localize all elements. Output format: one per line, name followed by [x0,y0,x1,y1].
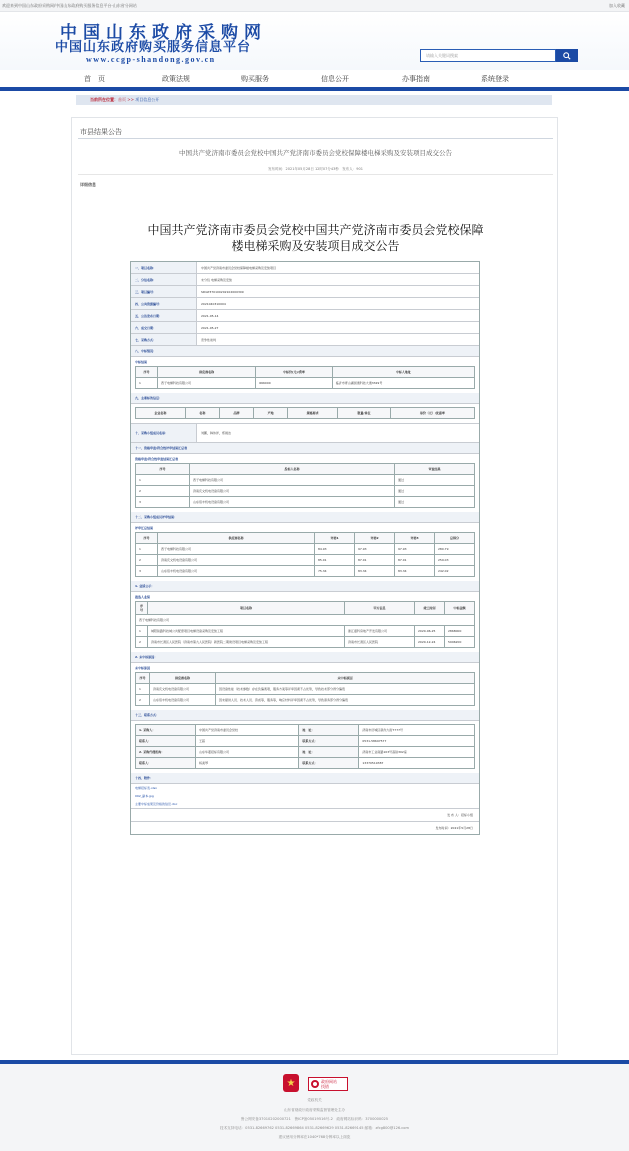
gov-label-2: 找错 [321,1084,329,1089]
search-icon [563,52,571,60]
table-header-row [136,367,475,378]
document-title-line-1: 中国共产党济南市委员会党校中国共产党济南市委员会党校保障 [147,223,484,237]
subheading-performance: 推选人业绩 [135,595,151,599]
table-cell: 87.01 [395,555,435,566]
field-row [131,310,479,322]
field-value: 中国共产党济南市委员会党校保障楼电梯采购及安装项目 [201,265,277,270]
field-label: 十、采购小组成员名单： [131,424,197,442]
table-cell: 0531-58697577 [359,736,475,747]
field-row [131,334,479,346]
section-heading-attachments: 十四、附件： [131,773,479,784]
col-header: 竣工时间 [415,602,445,615]
unwon-table [135,672,475,706]
nav-guide[interactable]: 办事指南 [402,75,430,83]
table-row [136,486,475,497]
table-row [136,544,475,555]
table-cell: 666000 [256,378,333,389]
table-cell: 西子电梯科技有限公司 [136,615,475,626]
col-header: 名称 [185,408,219,419]
section-heading-items: 九、主要标的信息： [131,393,479,404]
table-cell: 2 [136,695,150,706]
footer-icp[interactable]: 鲁公网安备37010202000721 鲁ICP备05019516号-2 政府网站标识码：3700000025 [240,1117,389,1121]
gov-badge-icon [311,1080,319,1088]
table-cell: 1 [136,544,158,555]
table-row [136,637,475,648]
site-footer [0,1064,629,1151]
section-heading-performance: 1. 业绩公示： [131,581,479,592]
table-cell: 83.34 [395,566,435,577]
table-row [136,378,475,389]
table-cell: 济南庆文机电设备有限公司 [190,486,395,497]
section-divider [78,138,553,139]
col-header: 中标价(元)/费率 [256,367,333,378]
field-row [131,262,479,274]
nav-home[interactable]: 首 页 [84,75,105,83]
table-cell: 西子电梯科技有限公司 [158,544,315,555]
table-cell: 242.02 [435,566,475,577]
attachment-link[interactable]: 092_副本.jpg [135,794,154,798]
qualification-table [135,463,475,508]
field-row [131,274,479,286]
field-value: 刘鹏，韩伟洋，郑晨洁 [201,431,232,435]
table-cell: 济南庆文机电设备有限公司 [158,555,315,566]
section-heading-qualification: 十一、资格审查/符合性评审结果汇总表 [131,443,479,454]
add-favorite-link[interactable]: 加入收藏 [609,3,625,8]
table-cell: 84.93 [315,544,355,555]
table-header-row [136,464,475,475]
table-cell: 山东佰丰机电设备有限公司 [190,497,395,508]
table-cell: 联系人： [136,758,196,769]
meta-divider [78,174,553,175]
field-value: 未分包 电梯采购及安装 [201,277,232,282]
field-label: 二、分包名称： [131,274,197,285]
announcement-title: 中国共产党济南市委员会党校中国共产党济南市委员会党校保障楼电梯采购及安装项目成交公告 [179,149,452,157]
table-row [136,736,475,747]
logo-url: www.ccgp-shandong.gov.cn [86,55,216,64]
table-cell: 联系方式： [299,758,359,769]
section-title: 市县结果公告 [80,128,122,136]
col-header: 中标金额 [445,602,475,615]
table-cell: 1. 采购人： [136,725,196,736]
performance-table [135,601,475,648]
subheading-evaluation: 评审汇总结果 [135,526,154,530]
col-header: 甲方信息 [345,602,415,615]
col-header: 品牌 [219,408,253,419]
table-cell: 2868000 [445,626,475,637]
table-cell: 1 [136,626,148,637]
gov-label-1: 政府网站 [321,1079,337,1084]
table-cell: 280.79 [435,544,475,555]
section-heading-unwon: 2. 未中标原因： [131,652,479,663]
table-cell: 西子电梯科技有限公司 [158,378,256,389]
contact-table [135,724,475,769]
table-row [136,695,475,706]
table-cell: 1 [136,475,190,486]
table-cell: 杨美琴 [196,758,299,769]
search-input[interactable]: 请输入关键词搜索 [420,49,556,62]
table-cell: 山东佰丰机电设备有限公司 [150,695,216,706]
col-header: 供应商名称 [158,533,315,544]
logo-title-1[interactable]: 中国山东政府采购网 [60,23,267,43]
table-row [136,497,475,508]
document-title-line-2: 楼电梯采购及安装项目成交公告 [231,239,400,253]
table-cell: 因未提供人员、技术人员、资质等，服务等，响应材料评审因素不占优势，导致商务部分得分偏低 [216,695,475,706]
footer-emblem-caption: 党政机关 [307,1098,322,1102]
table-cell: 通过 [395,475,475,486]
table-row [136,566,475,577]
nav-info-public[interactable]: 信息公开 [321,75,349,83]
table-cell: 王超 [196,736,299,747]
table-cell: 2020-12-24 [415,637,445,648]
table-cell: 2 [136,486,190,497]
table-cell: 97.93 [355,544,395,555]
col-header: 总得分 [435,533,475,544]
table-cell: 1 [136,378,158,389]
col-header: 序号 [136,464,190,475]
col-header: 项目名称 [148,602,345,615]
col-header: 供应商名称 [158,367,256,378]
field-value: 2021040310004 [201,301,226,306]
col-header: 企业名称 [136,408,186,419]
table-header-row [136,533,475,544]
table-cell: 西子电梯科技有限公司 [190,475,395,486]
search-button[interactable] [556,49,578,62]
table-cell: 临沂市青山湖街道科技大道3329号 [332,378,474,389]
col-header: 序号 [136,602,148,615]
breadcrumb-label: 当前所在位置： [90,97,118,102]
field-value: 2021-05-14 [201,313,219,318]
section-heading-evaluation: 十二、采购小组成员评审结果： [131,512,479,523]
field-value: 竞争性谈判 [201,337,217,342]
nav-policy[interactable]: 政策法规 [162,75,190,83]
publisher-signature: 发 布 人：招标小组 [131,808,479,821]
table-row [136,758,475,769]
col-header: 评委1 [315,533,355,544]
col-header: 评委3 [395,533,435,544]
table-cell: 济南市历城区新泺大街7777号 [359,725,475,736]
evaluation-table [135,532,475,577]
table-cell: 城阳铁路科技城公共配套项目电梯设备采购及安装工程 [148,626,345,637]
table-cell: 87.01 [355,555,395,566]
table-row [136,615,475,626]
table-cell: 济南市长清区人民医院 [345,637,415,648]
party-emblem-icon[interactable]: ★ [283,1074,299,1092]
attachment-link[interactable]: 主要中标成果及价格的信息.doc [135,802,178,806]
col-header: 供应商名称 [150,673,216,684]
table-row [136,555,475,566]
breadcrumb-separator: >> [126,97,136,102]
table-cell: 259.03 [435,555,475,566]
gov-error-report-button[interactable] [308,1077,348,1091]
table-cell: 山东华菱招标有限公司 [196,747,299,758]
table-header-row [136,602,475,615]
table-cell: 联系方式： [299,736,359,747]
col-header: 中标人地址 [332,367,474,378]
col-header: 单价（元）/优惠率 [390,408,474,419]
breadcrumb-home[interactable]: 首页 [118,97,126,102]
table-cell: 山东佰丰机电设备有限公司 [158,566,315,577]
table-cell: 浙江嘉科房地产开发有限公司 [345,626,415,637]
field-label: 一、项目名称： [131,262,197,273]
col-header: 产地 [254,408,288,419]
field-value: SDGP370100202102000309 [201,289,244,294]
table-cell: 济南市长清区人民医院（济南市第九人民医院）新医院二期建设项目电梯采购及安装工程 [148,637,345,648]
table-cell: 85.01 [315,555,355,566]
nav-divider [0,87,629,91]
announcement-meta: 发布时间：2021年05月28日 12时07分43秒 发布人：901 [268,167,363,171]
table-cell: 中国共产党济南市委员会党校 [196,725,299,736]
table-header-row [136,673,475,684]
attachment-link[interactable]: 电梯招标表.xlsx [135,786,157,790]
table-row [136,725,475,736]
table-cell: 济南市工业南路103号高铁302室 [359,747,475,758]
table-row [136,475,475,486]
col-header: 投标人名称 [190,464,395,475]
breadcrumb-current[interactable]: 项目信息公开 [135,97,160,102]
table-cell: 5996200 [445,637,475,648]
subheading-unwon: 未中标原因 [135,666,151,670]
breadcrumb [76,95,552,105]
subheading-qualification: 资格审查/符合性审查结果汇总表 [135,457,179,461]
col-header: 审查结果 [395,464,475,475]
footer-resolution-note: 建议使用分辨率在1040*768分辨率以上浏览 [278,1135,351,1139]
table-cell: 97.93 [395,544,435,555]
col-header: 规格要求 [288,408,338,419]
document-title [112,222,519,254]
col-header: 未中标原因 [216,673,475,684]
table-cell: 通过 [395,486,475,497]
table-cell: 2020-06-25 [415,626,445,637]
table-cell: 济南庆文机电设备有限公司 [150,684,216,695]
field-row [131,322,479,334]
field-row [131,298,479,310]
logo-title-2[interactable]: 中国山东政府购买服务信息平台 [55,40,252,55]
field-value: 2021-05-27 [201,325,219,330]
field-label: 三、项目编号： [131,286,197,297]
field-row [131,286,479,298]
field-label: 六、成交日期： [131,322,197,333]
table-cell: 2 [136,637,148,648]
table-cell: 75.34 [315,566,355,577]
table-cell: 联系人： [136,736,196,747]
field-label: 四、公共资源编号： [131,298,197,309]
col-header: 序号 [136,533,158,544]
table-header-row [136,408,475,419]
table-cell: 地 址： [299,725,359,736]
detail-label: 详细信息 [80,182,96,187]
footer-organizer: 山东省财政厅政府采购监督管理处主办 [283,1108,346,1112]
nav-login[interactable]: 系统登录 [481,75,509,83]
award-table [135,366,475,389]
main-nav [0,70,629,87]
attachment-list [131,784,479,808]
table-cell: 3 [136,497,190,508]
col-header: 评委2 [355,533,395,544]
publish-date: 发布时间：2021年5月28日 [131,821,479,834]
site-header [0,12,629,70]
col-header: 序号 [136,673,150,684]
table-cell: 因设备性能（技术参数）存在负偏离项，服务方案等评审因素不占优势，导致技术部分得分偏低 [216,684,475,695]
announcement-document [130,261,480,835]
table-cell: 地 址： [299,747,359,758]
top-utility-bar [0,0,629,12]
table-row [136,684,475,695]
field-label: 七、采购方式： [131,334,197,345]
subheading-award-result: 中标结果 [135,360,148,364]
section-heading-contact: 十三、联系方式： [131,710,479,721]
section-heading-award: 八、中标情况： [131,346,479,357]
items-table [135,407,475,419]
content-panel [71,117,558,1055]
table-cell: 1 [136,684,150,695]
table-row [136,747,475,758]
table-cell: 通过 [395,497,475,508]
footer-support: 技术支持电话：0531-82669762 0531-82669864 0531-82669629 0531-82669145 邮箱：zfcg800@126.com [220,1126,409,1130]
table-cell: 83.34 [355,566,395,577]
nav-purchase-service[interactable]: 购买服务 [241,75,269,83]
table-row [136,626,475,637]
col-header: 序号 [136,367,158,378]
field-label: 五、公告发布日期： [131,310,197,321]
col-header: 数量/单位 [338,408,391,419]
table-cell: 2 [136,555,158,566]
table-cell: 2. 采购代理机构： [136,747,196,758]
table-cell: 3 [136,566,158,577]
welcome-text: 欢迎来到中国山东政府采购网/中国山东政府购买服务信息平台-山东省分网站 [2,3,137,8]
field-row [131,423,479,443]
table-cell: 13370519387 [359,758,475,769]
